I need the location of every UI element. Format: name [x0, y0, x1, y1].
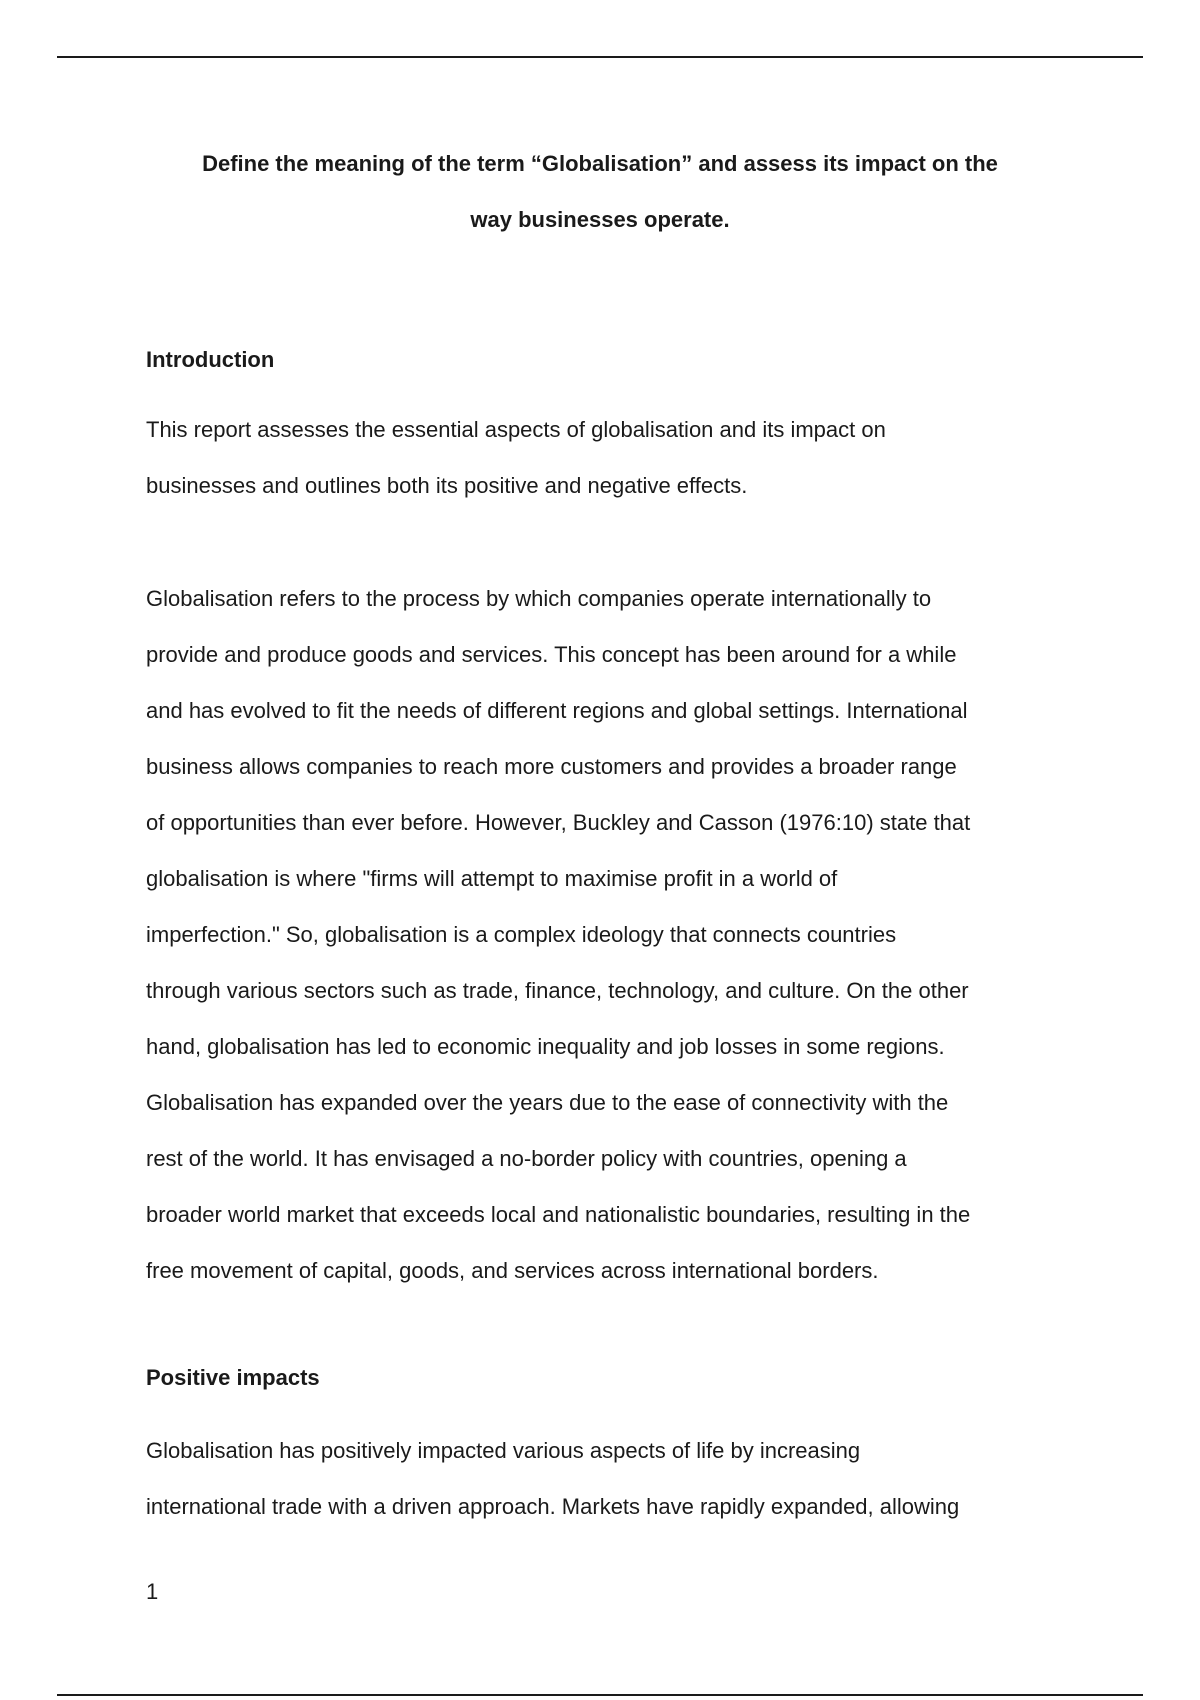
text-line: This report assesses the essential aspects of globalisation and its impact on — [146, 417, 886, 442]
introduction-heading: Introduction — [146, 347, 275, 372]
text-line: international trade with a driven approach. Markets have rapidly expanded, allowing — [146, 1494, 960, 1519]
text-line: hand, globalisation has led to economic inequality and job losses in some regions. — [146, 1034, 945, 1059]
text-line: businesses and outlines both its positive and negative effects. — [146, 473, 748, 498]
globalisation-definition-paragraph — [146, 571, 1071, 1299]
text-line: Globalisation has expanded over the years due to the ease of connectivity with the — [146, 1090, 949, 1115]
text-line: of opportunities than ever before. However, Buckley and Casson (1976:10) state that — [146, 810, 971, 835]
introduction-paragraph — [146, 402, 1071, 514]
text-line: Globalisation has positively impacted various aspects of life by increasing — [146, 1438, 861, 1463]
text-line: provide and produce goods and services. This concept has been around for a while — [146, 642, 957, 667]
title-line: Define the meaning of the term “Globalisation” and assess its impact on the — [202, 151, 998, 176]
title-line: way businesses operate. — [470, 207, 730, 232]
text-line: globalisation is where "firms will attempt to maximise profit in a world of — [146, 866, 838, 891]
text-line: imperfection." So, globalisation is a complex ideology that connects countries — [146, 922, 897, 947]
text-line: business allows companies to reach more customers and provides a broader range — [146, 754, 957, 779]
positive-impacts-heading: Positive impacts — [146, 1365, 320, 1390]
text-line: rest of the world. It has envisaged a no-border policy with countries, opening a — [146, 1146, 907, 1171]
document-title — [146, 136, 1054, 248]
text-line: free movement of capital, goods, and services across international borders. — [146, 1258, 879, 1283]
text-line: and has evolved to fit the needs of different regions and global settings. International — [146, 698, 968, 723]
text-line: broader world market that exceeds local and nationalistic boundaries, resulting in the — [146, 1202, 971, 1227]
page-number: 1 — [146, 1579, 159, 1604]
footer-rule — [57, 1694, 1143, 1696]
header-rule — [57, 56, 1143, 58]
positive-impacts-paragraph — [146, 1423, 1071, 1535]
text-line: Globalisation refers to the process by which companies operate internationally to — [146, 586, 932, 611]
text-line: through various sectors such as trade, finance, technology, and culture. On the other — [146, 978, 969, 1003]
